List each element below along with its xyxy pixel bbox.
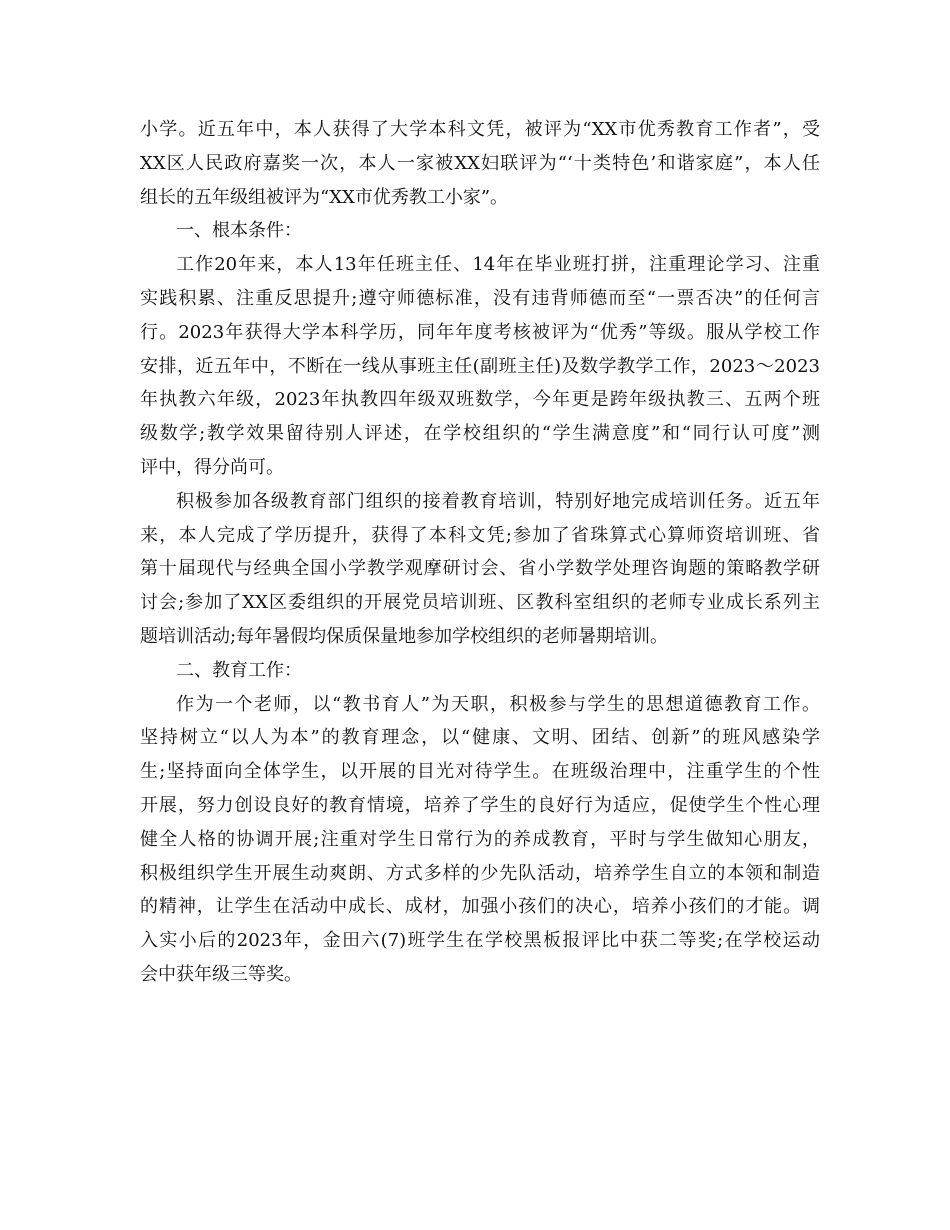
text-line: 第十届现代与经典全国小学教学观摩研讨会、省小学数学处理咨询题的策略教学研 — [140, 558, 820, 580]
document-body — [140, 113, 820, 992]
text-line: 会中获年级三等奖。 — [140, 963, 302, 985]
text-line: 年执教六年级，2023年执教四年级双班数学，今年更是跨年级执教三、五两个班 — [140, 389, 820, 411]
text-line: 题培训活动;每年暑假均保质保量地参加学校组织的老师暑期培训。 — [140, 625, 669, 647]
paragraph-training — [140, 485, 820, 654]
text-line: 积极组织学生开展生动爽朗、方式多样的少先队活动，培养学生自立的本领和制造 — [140, 862, 820, 884]
text-line: 行。2023年获得大学本科学历，同年年度考核被评为“优秀”等级。服从学校工作 — [140, 321, 820, 343]
text-line: 生;坚持面向全体学生，以开展的目光对待学生。在班级治理中，注重学生的个性 — [140, 761, 820, 783]
paragraph-heading-education — [140, 654, 820, 688]
paragraph-heading-basic — [140, 214, 820, 248]
text-line: 入实小后的2023年，金田六(7)班学生在学校黑板报评比中获二等奖;在学校运动 — [140, 930, 820, 952]
text-line: 的精神，让学生在活动中成长、成材，加强小孩们的决心，培养小孩们的才能。调 — [140, 896, 820, 918]
text-line: 来，本人完成了学历提升，获得了本科文凭;参加了省珠算式心算师资培训班、省 — [140, 524, 820, 546]
text-line: 作为一个老师，以“教书育人”为天职，积极参与学生的思想道德教育工作。 — [176, 693, 820, 715]
paragraph-education-work — [140, 688, 820, 992]
text-line: 评中，得分尚可。 — [140, 456, 284, 478]
text-line: 工作20年来，本人13年任班主任、14年在毕业班打拼，注重理论学习、注重 — [176, 254, 820, 276]
text-line: 安排，近五年中，不断在一线从事班主任(副班主任)及数学教学工作，2023～2023 — [140, 355, 820, 377]
text-line: 级数学;教学效果留待别人评述，在学校组织的“学生满意度”和“同行认可度”测 — [140, 423, 820, 445]
paragraph-basic-conditions — [140, 248, 820, 485]
text-line: XX区人民政府嘉奖一次，本人一家被XX妇联评为“‘十类特色’和谐家庭”，本人任 — [140, 152, 820, 174]
text-line: 一、根本条件： — [176, 220, 302, 242]
text-line: 讨会;参加了XX区委组织的开展党员培训班、区教科室组织的老师专业成长系列主 — [140, 592, 820, 614]
paragraph-intro-continued — [140, 113, 820, 214]
text-line: 实践积累、注重反思提升;遵守师德标准，没有违背师德而至“一票否决”的任何言 — [140, 287, 820, 309]
text-line: 坚持树立“以人为本”的教育理念，以“健康、文明、团结、创新”的班风感染学 — [140, 727, 820, 749]
text-line: 二、教育工作： — [176, 659, 302, 681]
text-line: 健全人格的协调开展;注重对学生日常行为的养成教育，平时与学生做知心朋友， — [140, 828, 820, 850]
text-line: 积极参加各级教育部门组织的接着教育培训，特别好地完成培训任务。近五年 — [176, 490, 820, 512]
text-line: 小学。近五年中，本人获得了大学本科文凭，被评为“XX市优秀教育工作者”，受 — [140, 119, 820, 140]
text-line: 组长的五年级组被评为“XX市优秀教工小家”。 — [140, 186, 509, 208]
text-line: 开展，努力创设良好的教育情境，培养了学生的良好行为适应，促使学生个性心理 — [140, 794, 820, 816]
